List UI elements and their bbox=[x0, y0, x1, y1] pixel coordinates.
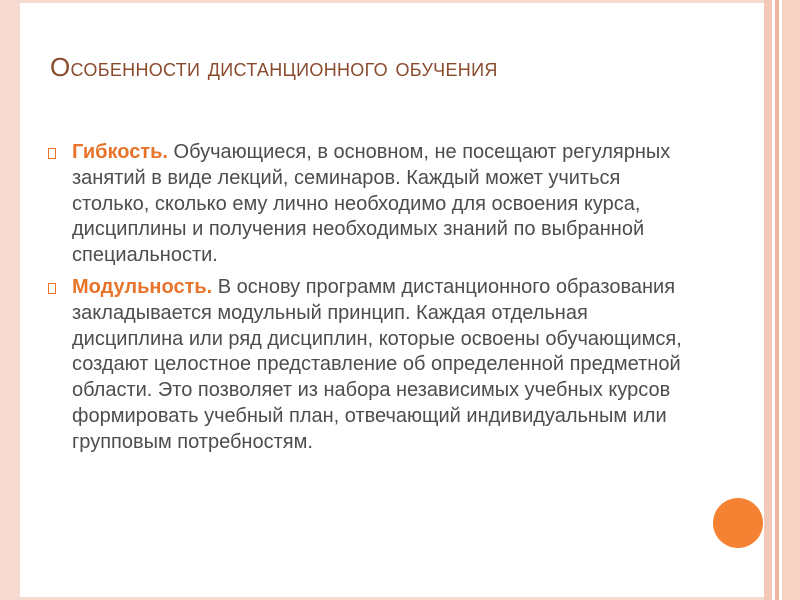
item-text: Обучающиеся, в основном, не посещают регулярных занятий в виде лекций, семинаров. Каждый может учиться столько, сколько ему лично необходимо для освоения курса, дисциплины и получения необходимых знаний по выбранной специальности. bbox=[72, 141, 671, 267]
right-stripe bbox=[764, 0, 772, 600]
term-modularity: Модульность. bbox=[72, 275, 213, 298]
slide-title: Особенности дистанционного обучения bbox=[50, 52, 498, 82]
list-item-modularity bbox=[48, 275, 688, 456]
orange-circle-icon bbox=[713, 498, 763, 548]
bullet-list bbox=[48, 140, 688, 462]
right-stripe bbox=[782, 0, 800, 600]
bullet-square-icon bbox=[48, 283, 56, 294]
frame-top-border bbox=[0, 0, 800, 3]
item-text: В основу программ дистанционного образования закладывается модульный принцип. Каждая отдельная дисциплина или ряд дисциплин, которые освоены обучающимся, создают целостное представление об определенной предметной области. Это позволяет из набора независимых учебных курсов формировать учебный план, отвечающий индивидуальным или групповым потребностям. bbox=[72, 275, 682, 453]
bullet-square-icon bbox=[48, 148, 56, 159]
list-item-flexibility bbox=[48, 140, 688, 269]
term-flexibility: Гибкость. bbox=[72, 141, 168, 163]
frame-left-border bbox=[0, 0, 20, 600]
